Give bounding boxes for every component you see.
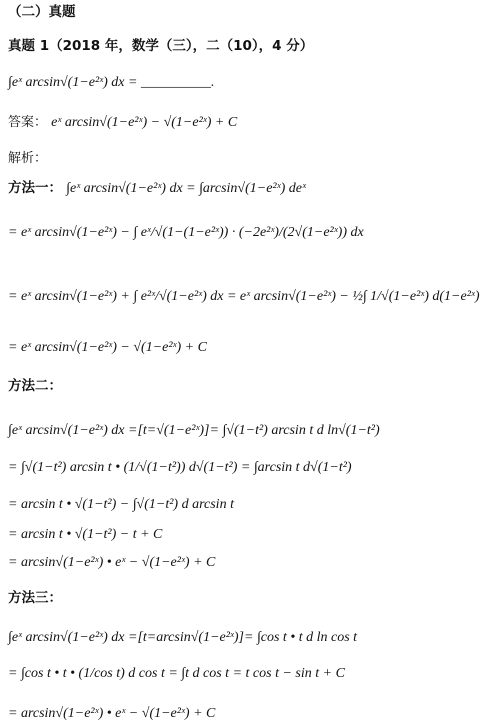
method3-label: 方法三： bbox=[8, 590, 62, 606]
method2-line: = arcsin√(1−e²ˣ) • eˣ − √(1−e²ˣ) + C bbox=[8, 555, 216, 570]
method2-line: ∫eˣ arcsin√(1−e²ˣ) dx =[t=√(1−e²ˣ)]= ∫√(1−t²) arcsin t d ln√(1−t²) bbox=[8, 423, 380, 438]
answer-text: eˣ arcsin√(1−e²ˣ) − √(1−e²ˣ) + C bbox=[51, 115, 238, 130]
method1-line: = eˣ arcsin√(1−e²ˣ) − ∫ eˣ/√(1−(1−e²ˣ)) · (−2e²ˣ)/(2√(1−e²ˣ)) dx bbox=[8, 225, 364, 240]
method1-row-0 bbox=[8, 182, 306, 196]
question-text: ∫eˣ arcsin√(1−e²ˣ) dx = __________. bbox=[8, 75, 215, 90]
answer-label: 答案： bbox=[8, 115, 48, 130]
method1-line: = eˣ arcsin√(1−e²ˣ) − √(1−e²ˣ) + C bbox=[8, 340, 207, 355]
method3-line: = ∫cos t • t • (1/cos t) d cos t = ∫t d cos t = t cos t − sin t + C bbox=[8, 666, 345, 681]
method1-line: ∫eˣ arcsin√(1−e²ˣ) dx = ∫arcsin√(1−e²ˣ) deˣ bbox=[66, 181, 306, 196]
method2-line: = ∫√(1−t²) arcsin t • (1/√(1−t²)) d√(1−t²) = ∫arcsin t d√(1−t²) bbox=[8, 460, 352, 475]
method2-label: 方法二： bbox=[8, 378, 62, 394]
question-label: 真题 1（2018 年，数学（三），二（10），4 分） bbox=[8, 38, 314, 54]
answer-row bbox=[8, 116, 237, 130]
method1-label: 方法一： bbox=[8, 180, 62, 196]
method2-line: = arcsin t • √(1−t²) − ∫√(1−t²) d arcsin t bbox=[8, 497, 234, 512]
method2-line: = arcsin t • √(1−t²) − t + C bbox=[8, 527, 163, 542]
method1-line: = eˣ arcsin√(1−e²ˣ) + ∫ e²ˣ/√(1−e²ˣ) dx = eˣ arcsin√(1−e²ˣ) − ½∫ 1/√(1−e²ˣ) d(1−e²ˣ) bbox=[8, 289, 480, 304]
section-title: （二）真题 bbox=[8, 4, 76, 20]
analysis-label: 解析： bbox=[8, 151, 48, 166]
method3-line: = arcsin√(1−e²ˣ) • eˣ − √(1−e²ˣ) + C bbox=[8, 706, 216, 721]
method3-line: ∫eˣ arcsin√(1−e²ˣ) dx =[t=arcsin√(1−e²ˣ)]= ∫cos t • t d ln cos t bbox=[8, 630, 358, 645]
